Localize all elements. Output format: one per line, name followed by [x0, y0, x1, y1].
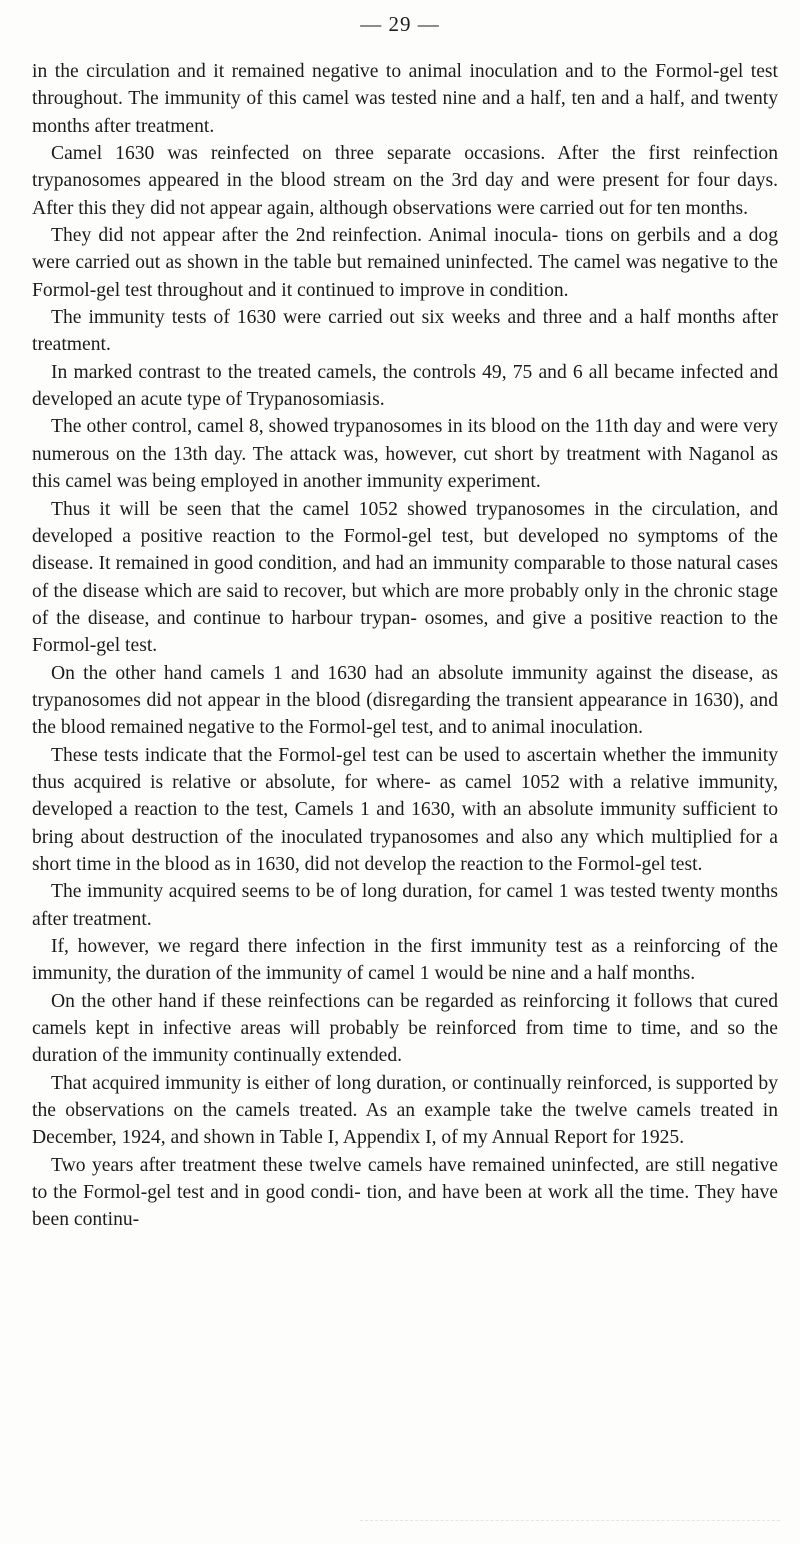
- paragraph: These tests indicate that the Formol-gel test can be used to ascertain whether the immunity thus acquired is relative or absolute, for where- as camel 1052 with a relative immunity, developed a reaction to the test, Camels 1 and 1630, with an absolute immunity sufficient to bring about destruction of the inoculated trypanosomes and also any which multiplied for a short time in the blood as in 1630, did not develop the reaction to the Formol-gel test.: [32, 744, 778, 875]
- paragraph: The immunity acquired seems to be of long duration, for camel 1 was tested twenty months after treatment.: [32, 881, 778, 930]
- paragraph: On the other hand if these reinfections can be regarded as reinforcing it follows that cured camels kept in infective areas will probably be reinforced from time to time, and so the duration of the immunity continually extended.: [32, 990, 778, 1067]
- paragraph: The other control, camel 8, showed trypanosomes in its blood on the 11th day and were very numerous on the 13th day. The attack was, however, cut short by treatment with Naganol as this camel was being employed in another immunity experiment.: [32, 416, 778, 493]
- paragraph: They did not appear after the 2nd reinfection. Animal inocula- tions on gerbils and a dog were carried out as shown in the table but remained uninfected. The camel was negative to the Formol-gel test throughout and it continued to improve in condition.: [32, 225, 778, 301]
- scan-artifact-line: [360, 1520, 780, 1525]
- paragraph: If, however, we regard there infection in the first immunity test as a reinforcing of the immunity, the duration of the immunity of camel 1 would be nine and a half months.: [32, 936, 778, 985]
- body-text: [32, 58, 778, 1234]
- paragraph: Camel 1630 was reinfected on three separate occasions. After the first reinfection trypanosomes appeared in the blood stream on the 3rd day and were present for four days. After this they did not appear again, although observations were carried out for ten months.: [32, 143, 778, 219]
- paragraph: in the circulation and it remained negative to animal inoculation and to the Formol-gel test throughout. The immunity of this camel was tested nine and a half, ten and a half, and twenty months after treatment.: [32, 61, 778, 137]
- paragraph: On the other hand camels 1 and 1630 had an absolute immunity against the disease, as trypanosomes did not appear in the blood (disregarding the transient appearance in 1630), and the blood remained negative to the Formol-gel test, and to animal inoculation.: [32, 662, 778, 739]
- paragraph: Thus it will be seen that the camel 1052 showed trypanosomes in the circulation, and developed a positive reaction to the Formol-gel test, but developed no symptoms of the disease. It remained in good condition, and had an immunity comparable to those natural cases of the disease which are said to recover, but which are more probably only in the chronic stage of the disease, and continue to harbour trypan- osomes, and give a positive reaction to the Formol-gel test.: [32, 498, 778, 657]
- paragraph: That acquired immunity is either of long duration, or continually reinforced, is supported by the observations on the camels treated. As an example take the twelve camels treated in December, 1924, and shown in Table I, Appendix I, of my Annual Report for 1925.: [32, 1072, 778, 1149]
- page-number: — 29 —: [360, 12, 440, 36]
- paragraph: The immunity tests of 1630 were carried out six weeks and three and a half months after treatment.: [32, 307, 778, 356]
- paragraph: Two years after treatment these twelve camels have remained uninfected, are still negative to the Formol-gel test and in good condi- tion, and have been at work all the time. They have been continu-: [32, 1154, 778, 1231]
- paragraph: In marked contrast to the treated camels, the controls 49, 75 and 6 all became infected and developed an acute type of Trypanosomiasis.: [32, 361, 778, 411]
